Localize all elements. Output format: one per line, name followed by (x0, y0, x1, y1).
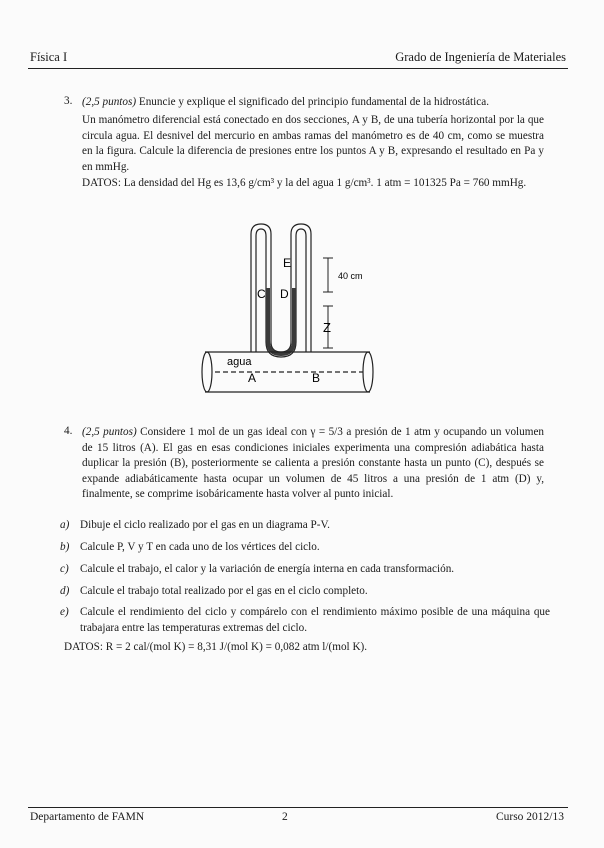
header-rule (28, 68, 568, 69)
q3-points: (2,5 puntos) (82, 96, 137, 108)
label-Z: Z (323, 320, 331, 335)
q4-item-b-text: Calcule P, V y T en cada uno de los vértices del ciclo. (80, 541, 320, 553)
q3-intro: Enuncie y explique el significado del principio fundamental de la hidrostática. (138, 96, 489, 108)
q4-item-e (60, 605, 550, 636)
q4-item-c (60, 562, 550, 578)
pipe-right-end (363, 352, 373, 392)
q3-intro-line (82, 95, 544, 111)
dimension-40cm (323, 258, 333, 292)
q3-number: 3. (64, 95, 73, 107)
manometer-figure (195, 220, 385, 400)
label-A: A (248, 371, 257, 385)
label-C: C (257, 287, 266, 301)
q4-item-c-text: Calcule el trabajo, el calor y la variación de energía interna en cada transformación. (80, 563, 455, 575)
label-agua: agua (227, 356, 252, 368)
q4-item-b (60, 540, 550, 556)
q4-item-c-label: c) (60, 563, 69, 575)
label-B: B (312, 371, 321, 385)
q4-item-a (60, 518, 550, 534)
q4-item-a-text: Dibuje el ciclo realizado por el gas en un diagrama P-V. (80, 519, 330, 531)
pipe-left-end (202, 352, 212, 392)
footer-rule (28, 807, 568, 808)
footer-page-number: 2 (282, 811, 288, 823)
q3-body: Un manómetro diferencial está conectado en dos secciones, A y B, de una tubería horizontal por la que circula agua. El desnivel del mercurio en ambas ramas del manómetro es de 40 cm, como se muestra en la figura. Calcule la diferencia de presiones entre los puntos A y B, expresando el resultado en Pa y en mmHg. (82, 114, 544, 173)
header-course: Física I (30, 50, 68, 64)
q4-datos: DATOS: R = 2 cal/(mol K) = 8,31 J/(mol K) = 0,082 atm l/(mol K). (64, 641, 368, 653)
q4-body: Considere 1 mol de un gas ideal con γ = 5/3 a presión de 1 atm y ocupando un volumen de 15 litros (A). El gas en esas condiciones iniciales experimenta una compresión adiabática hasta duplicar la presión (B), posteriormente se calienta a presión constante hasta un punto (C), después se expande adiabáticamente hasta ocupar un volumen de 45 litros a una presión de 1 atm (D) y, finalmente, se comprime isobáricamente hasta volver al punto inicial. (82, 426, 545, 501)
q4-statement (82, 425, 544, 503)
q4-number: 4. (64, 425, 73, 437)
q4-item-b-label: b) (60, 541, 70, 553)
q4-item-e-text: Calcule el rendimiento del ciclo y compárelo con el rendimiento máximo posible de una máquina que trabajara entre las temperaturas extremas del ciclo. (80, 606, 550, 634)
label-D: D (280, 287, 289, 301)
q4-item-a-label: a) (60, 519, 70, 531)
q3-datos: DATOS: La densidad del Hg es 13,6 g/cm³ y la del agua 1 g/cm³. 1 atm = 101325 Pa = 760 mmHg. (82, 177, 527, 189)
label-E: E (283, 256, 292, 270)
q4-points: (2,5 puntos) (82, 426, 137, 438)
q4-item-d (60, 584, 550, 600)
label-40cm: 40 cm (338, 271, 363, 281)
header-degree: Grado de Ingeniería de Materiales (395, 50, 566, 64)
q4-item-d-label: d) (60, 585, 70, 597)
footer-department: Departamento de FAMN (30, 811, 145, 823)
q4-item-d-text: Calcule el trabajo total realizado por el gas en el ciclo completo. (80, 585, 368, 597)
q4-item-e-label: e) (60, 606, 69, 618)
footer-course-year: Curso 2012/13 (495, 811, 564, 823)
